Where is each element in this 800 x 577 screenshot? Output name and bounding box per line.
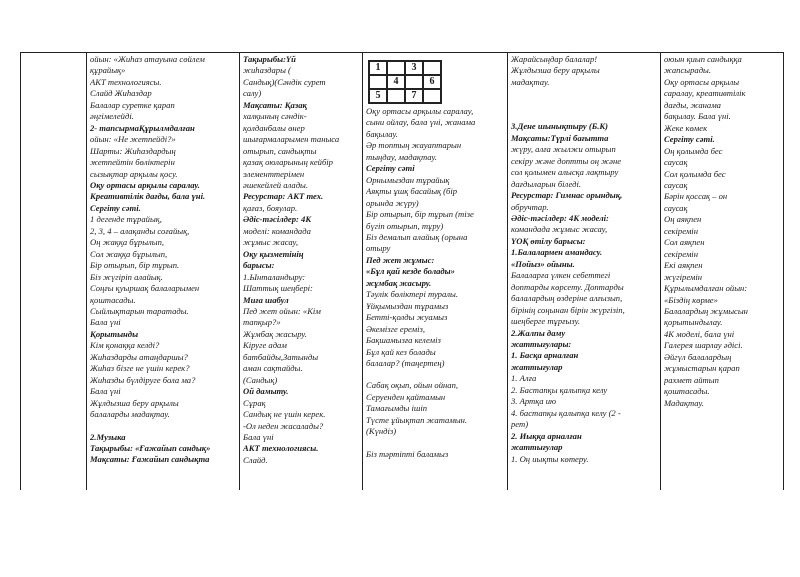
text-line: АКТ технологиясы. <box>243 443 319 454</box>
text-line: ойын: «Не жетпейді?» <box>90 134 176 145</box>
text-line: қоштасады. <box>664 386 710 397</box>
text-line: құрайық» <box>90 65 126 76</box>
text-line: Жұлдызша беру арқылы <box>511 65 600 76</box>
text-line: отыру <box>366 243 391 254</box>
text-line: Мадақтау. <box>664 397 704 408</box>
text-line: 2. Бастапқы қалыпқа келу <box>511 384 608 395</box>
text-line: батбайды,Затынды <box>243 351 319 362</box>
text-line: Бала үні <box>90 317 121 328</box>
text-line: бүгіп отырып, тұру) <box>366 220 444 231</box>
table-column-4 <box>511 54 657 488</box>
text-line: тапқыр?» <box>243 317 281 328</box>
text-line: Оң қолымда бес <box>664 145 723 156</box>
text-line <box>511 88 657 99</box>
text-line: обручтар. <box>511 201 549 212</box>
text-line: Мақсаты: Қазақ <box>243 99 307 110</box>
text-line: саусақ <box>664 202 688 213</box>
text-line: Кіруге адам <box>243 340 287 351</box>
text-line: (Сандық) <box>243 374 278 385</box>
column-divider <box>20 52 21 490</box>
text-line: 2. Иыққа арналған <box>511 430 582 441</box>
grid-cell: 4 <box>387 75 405 89</box>
text-line: Бетті-қолды жуамыз <box>366 312 448 323</box>
text-line: Бір отырып, бір тұрып (тізе <box>366 209 474 220</box>
column-divider <box>783 52 784 490</box>
text-line: жұмыстарын қарап <box>664 363 740 374</box>
text-line: жұмбақ жасыру. <box>366 277 432 288</box>
text-line: бақылау. <box>366 128 398 139</box>
text-line: Ой дамыту. <box>243 386 289 397</box>
text-line: Орнымыздан тұрайық <box>366 174 450 185</box>
text-line: Сұрақ <box>243 397 266 408</box>
text-line: Ұйқымыздан тұрамыз <box>366 300 449 311</box>
text-line: Ресурстар: АКТ тех. <box>243 191 324 202</box>
text-line: шеңберге тұрғызу. <box>511 316 581 327</box>
text-line: мадақтау. <box>511 76 550 87</box>
text-line: Құрылымдалған ойын: <box>664 283 748 294</box>
text-line <box>90 421 236 432</box>
text-line: секіру және доптты оң және <box>511 155 622 166</box>
grid-cell: 1 <box>369 61 387 75</box>
text-line: Жұлдызша беру арқылы <box>90 397 179 408</box>
text-line: Сыйлықтарын таратады. <box>90 305 189 316</box>
text-line: Миға шабул <box>243 294 289 305</box>
text-line: балалардың өздеріне алғызып, <box>511 293 623 304</box>
text-line: Пед жет жұмыс: <box>366 254 435 265</box>
text-line: жаттығулар <box>511 361 563 372</box>
text-line: Шарты: Жиһаздардың <box>90 145 176 156</box>
text-line: 2, 3, 4 – алақанды соғайық, <box>90 225 190 236</box>
text-line: рахмет айтып <box>664 374 719 385</box>
text-line: 2.Жалпы даму <box>511 327 566 338</box>
text-line: Бұл қай кез болады <box>366 346 436 357</box>
text-line: саусақ <box>664 157 688 168</box>
text-line <box>511 110 657 121</box>
table-top-border <box>20 52 784 53</box>
text-line: -Ол неден жасалады? <box>243 420 324 431</box>
text-line: жүгіремін <box>664 271 703 282</box>
table-column-1 <box>90 54 236 488</box>
column-divider <box>507 52 508 490</box>
text-line: 1. Алға <box>511 373 537 384</box>
text-line: қолданбалы өнер <box>243 122 305 133</box>
text-line: секіремін <box>664 248 698 259</box>
text-line: Сол қолымда бес <box>664 168 726 179</box>
text-line: саусақ <box>664 179 688 190</box>
text-line: Оң жаққа бұрылып, <box>90 237 165 248</box>
text-line: балалар? (таңертең) <box>366 357 445 368</box>
text-line: Бала үні <box>90 386 121 397</box>
text-line: әңгімелейді. <box>90 111 134 122</box>
table-column-2 <box>243 54 359 488</box>
text-line: Бәрін қоссақ – он <box>664 191 728 202</box>
text-line: Мақсаты:Түрлі бағытта <box>511 132 609 143</box>
text-line: 4К моделі, бала үні <box>664 328 735 339</box>
text-line: сол қолымен алысқа лақтыру <box>511 167 619 178</box>
text-line: 3.Дене шынықтыру (Б.К) <box>511 121 609 132</box>
text-line: Бақшамызға келеміз <box>366 335 441 346</box>
text-line: Әдіс-тәсілдер: 4К <box>243 214 312 225</box>
text-line: сызықтар арқылы қосу. <box>90 168 178 179</box>
text-line: Сандық не үшін керек. <box>243 409 326 420</box>
text-line: орында жүру) <box>366 197 419 208</box>
text-line: тыңдау, мадақтау. <box>366 151 437 162</box>
column-divider <box>362 52 363 490</box>
text-line: Әдіс-тәсілдер: 4К моделі: <box>511 212 609 223</box>
text-line: отырып, сандықты <box>243 145 317 156</box>
text-line: Балалар суретке қарап <box>90 99 175 110</box>
text-line: аман сақтайды. <box>243 363 303 374</box>
grid-cell <box>387 61 405 75</box>
text-line: Серуенден қайтамын <box>366 391 446 402</box>
grid-cell <box>405 75 423 89</box>
text-line: бақылау. Бала үні. <box>664 111 731 122</box>
text-line: Қорытынды <box>90 328 139 339</box>
text-line: Балаларға үлкен себеттегі <box>511 270 611 281</box>
text-line: «Бұл қай кезде болады» <box>366 266 455 277</box>
text-line: Оқу ортасы арқылы саралау. <box>90 179 200 190</box>
column-divider <box>660 52 661 490</box>
text-line: Сандық)(Сәндік сурет <box>243 76 326 87</box>
text-line: 1 дегенде тұрайық, <box>90 214 162 225</box>
grid-cell: 7 <box>405 89 423 103</box>
text-line: 2.Музыка <box>90 431 126 442</box>
grid-cell <box>423 89 441 103</box>
text-line: Бала үні <box>243 431 274 442</box>
text-line: Біз тәртіпті баламыз <box>366 448 449 459</box>
text-line: дағдыларын біледі. <box>511 178 581 189</box>
grid-cell <box>423 61 441 75</box>
text-line: «Біздің көрме» <box>664 294 718 305</box>
text-line: Жиһазды бүлдіруге бола ма? <box>90 374 196 385</box>
text-line: Ресурстар: Гимнас орындық, <box>511 190 623 201</box>
text-line: Тақырыбы:Үй <box>243 54 296 64</box>
text-line: Жеке көмек <box>664 122 708 133</box>
text-line: салу) <box>243 88 262 99</box>
text-line: секіремін <box>664 225 698 236</box>
text-line: Сергіту сәті. <box>664 134 715 145</box>
text-line: қағаз, бояулар. <box>243 202 298 213</box>
text-line: Сол аяқпен <box>664 237 705 248</box>
grid-cell: 3 <box>405 61 423 75</box>
text-line: Тамағымды ішіп <box>366 403 428 414</box>
text-line: Екі аяқпен <box>664 260 703 271</box>
text-line: жұмыс жасау, <box>243 237 299 248</box>
text-line: 4. бастапқы қалыпқа келу (2 - <box>511 407 621 418</box>
text-line <box>511 99 657 110</box>
text-line: саралау, креативтілік <box>664 88 746 99</box>
grid-cell: 6 <box>423 75 441 89</box>
text-line: жаттығулары: <box>511 338 572 349</box>
grid-cell: 5 <box>369 89 387 103</box>
text-line: Әр топтың жауаптарын <box>366 140 462 151</box>
text-line: сыни ойлау, бала үні, жанама <box>366 117 476 128</box>
text-line: Түсте ұйықтап жатамын. <box>366 414 468 425</box>
text-line: жиһаздары ( <box>243 65 291 76</box>
text-line: доптарды көрсету. Доптарды <box>511 281 624 292</box>
text-line: 1. Басқа арналған <box>511 350 579 361</box>
grid-cell <box>387 89 405 103</box>
text-line: Жарайсыңдар балалар! <box>511 54 598 64</box>
text-line: 1.Балалармен амандасу. <box>511 247 603 258</box>
text-line: Мақсаты: Ғажайып сандықта <box>90 454 210 465</box>
text-line <box>366 438 504 449</box>
text-line: Жиһаз бізге не үшін керек? <box>90 363 190 374</box>
text-line: Сабақ оқып, ойын ойнап, <box>366 380 459 391</box>
column-divider <box>239 52 240 490</box>
text-line: Біз демалып алайық (орына <box>366 231 468 242</box>
text-line: Жұмбақ жасыру. <box>243 328 307 339</box>
text-line: Аяқты ұшқ басайық (бір <box>366 186 458 197</box>
table-column-5 <box>664 54 780 488</box>
text-line: рет) <box>511 419 529 430</box>
text-line: әшекейлей алады. <box>243 179 309 190</box>
text-line: Оқу ортасы арқылы <box>664 76 740 87</box>
text-line: «Пойыз» ойыны. <box>511 258 575 269</box>
text-line: (Күндіз) <box>366 426 397 437</box>
text-line: Сергіту сәті. <box>90 202 141 213</box>
number-grid <box>368 60 442 104</box>
text-line: Слайд Жиһаздар <box>90 88 152 99</box>
text-line: Слайд. <box>243 454 268 465</box>
text-line: Тәулік бөліктері туралы. <box>366 289 458 300</box>
text-line: Жиһаздарды атаңдаршы? <box>90 351 188 362</box>
text-line: халқының сәндік- <box>243 111 307 122</box>
text-line: Оқу қызметінің <box>243 248 304 259</box>
text-line: командада жұмыс жасау, <box>511 224 608 235</box>
text-line: Пед жет ойын: «Кім <box>243 305 321 316</box>
text-line: ойын: «Жиһаз атауына сөйлем <box>90 54 205 64</box>
text-line: Тақырыбы: «Ғажайып сандық» <box>90 442 211 453</box>
text-line: балаларды мадақтау. <box>90 409 170 420</box>
text-line: моделі: командада <box>243 225 311 236</box>
text-line: 2- тапсырмаҚұрылмдалған <box>90 122 195 133</box>
table-column-3 <box>366 54 504 488</box>
text-line: Сол жаққа бұрылып, <box>90 248 168 259</box>
text-line: қоштасады. <box>90 294 136 305</box>
column-divider <box>86 52 87 490</box>
text-line: Бір отырып, бір тұрып. <box>90 260 180 271</box>
grid-cell <box>369 75 387 89</box>
text-line: қорытындылау. <box>664 317 723 328</box>
text-line <box>366 369 504 380</box>
text-line: 1.Ынталандыру: <box>243 271 306 282</box>
text-line: шығармаларымен таныса <box>243 134 340 145</box>
text-line: Креативтілік дағды, бала үні. <box>90 191 206 202</box>
text-line: Шаттық шеңбері: <box>243 283 313 294</box>
text-line: элементтерімен <box>243 168 305 179</box>
text-line: Балалардың жұмысын <box>664 305 748 316</box>
text-line: 1. Оң иықты көтеру. <box>511 453 589 464</box>
text-line: АКТ технологиясы. <box>90 76 162 87</box>
text-line: қазақ оюларының кейбір <box>243 157 333 168</box>
text-line: барысы: <box>243 260 275 271</box>
text-line: 3. Артқа ию <box>511 396 557 407</box>
text-line: оюын қиып сандыққа <box>664 54 742 64</box>
text-line: жетпейтін бөліктерін <box>90 157 175 168</box>
text-line: Оқу ортасы арқылы саралау, <box>366 106 474 116</box>
text-line: Оң аяқпен <box>664 214 702 225</box>
text-line: жаттығулар <box>511 442 563 453</box>
text-line: Біз жүгіріп алайық. <box>90 271 163 282</box>
text-line: бірінің соңынан бірін жүргізіп, <box>511 304 625 315</box>
text-line: Галерея шарлау әдісі. <box>664 340 743 351</box>
text-line: Соңғы қуыршақ балаларымен <box>90 283 200 294</box>
text-line: жапсырады. <box>664 65 712 76</box>
text-line: Кім қонаққа келді? <box>90 340 160 351</box>
text-line: жүру, алға жылжи отырып <box>511 144 616 155</box>
text-line: ҮОҚ өтілу барысы: <box>511 235 586 246</box>
text-line: Әкемізге ереміз, <box>366 323 426 334</box>
text-line: Әйгүл балалардың <box>664 351 732 362</box>
text-line: дағды, жанама <box>664 99 721 110</box>
text-line: Сергіту сәті <box>366 163 415 174</box>
